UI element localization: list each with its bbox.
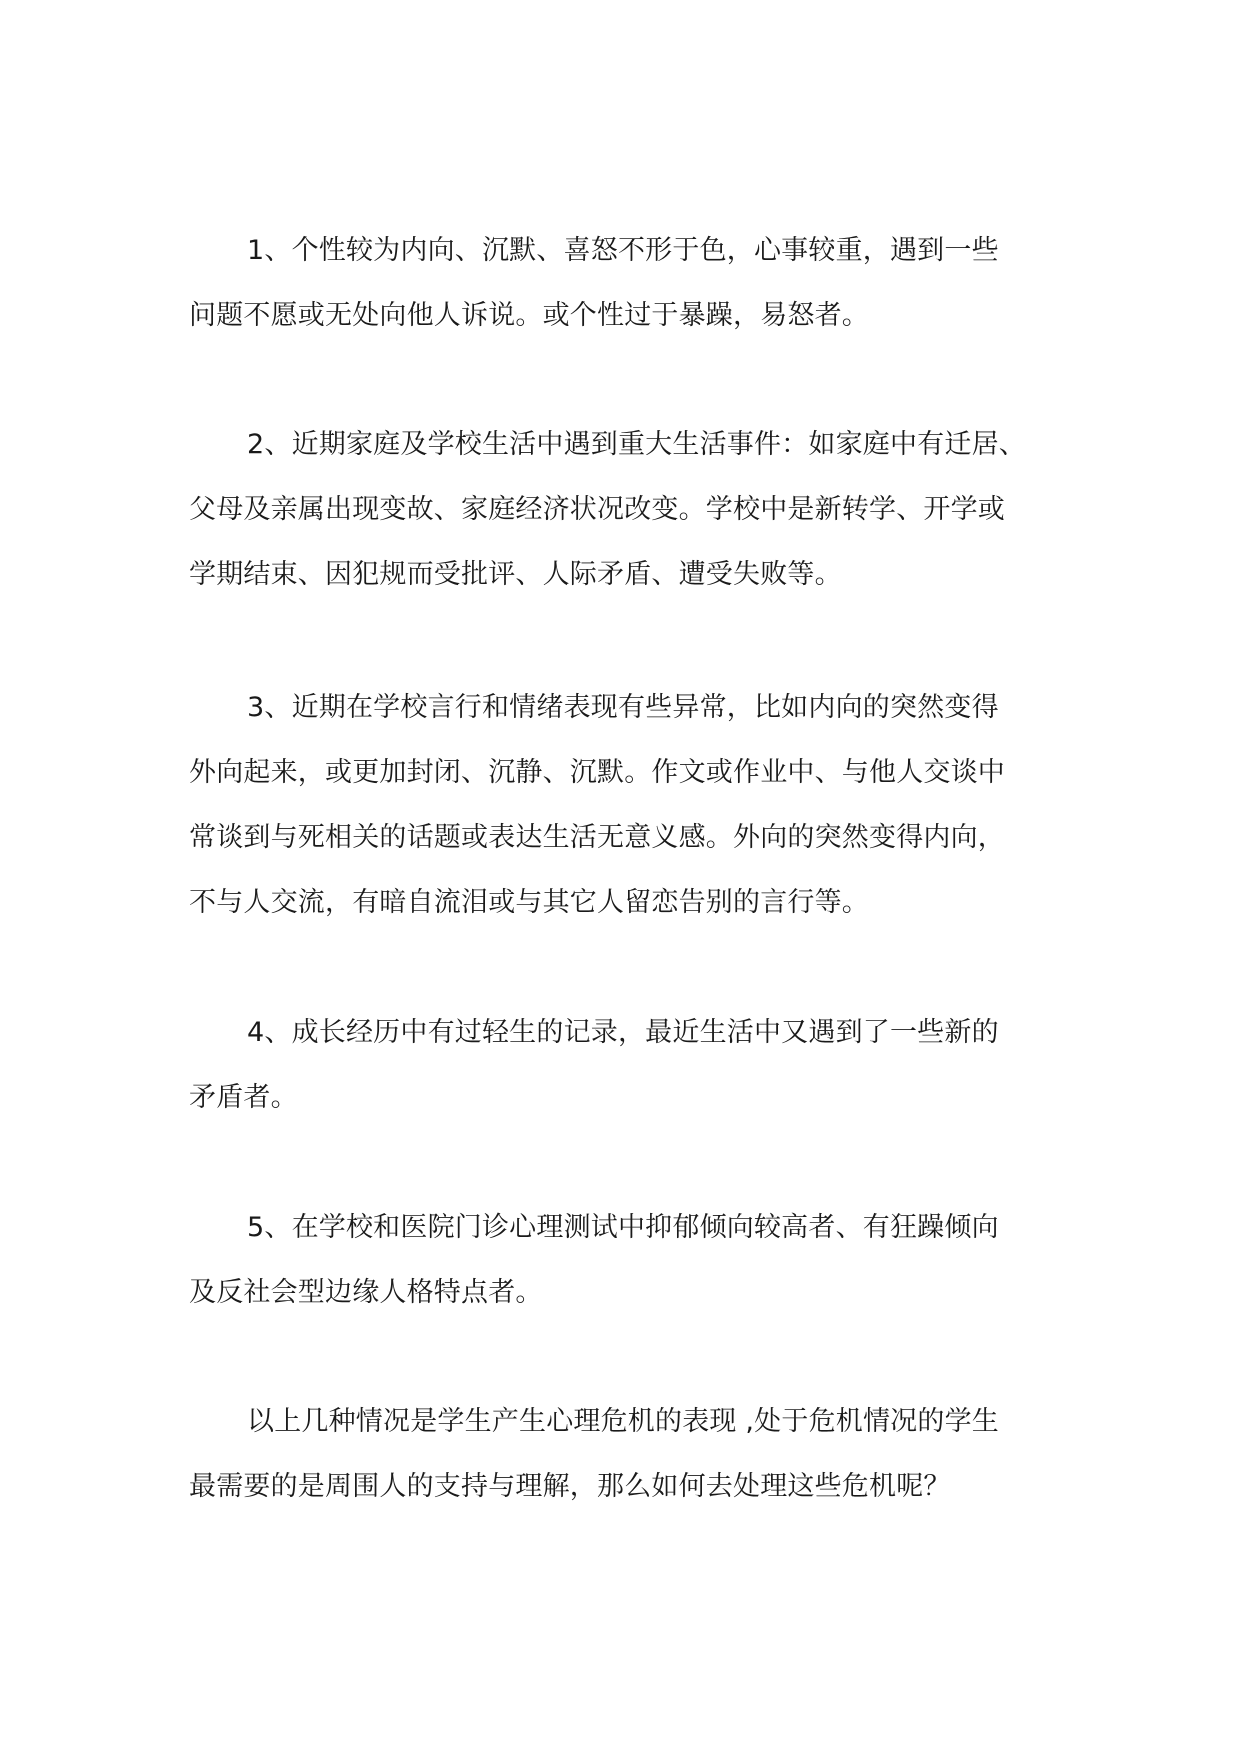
paragraph-2 [189,412,1069,607]
paragraph-line: 4、成长经历中有过轻生的记录，最近生活中又遇到了一些新的 [247,1017,999,1048]
paragraph-6 [189,1389,1069,1519]
paragraph-line: 父母及亲属出现变故、家庭经济状况改变。学校中是新转学、开学或 [189,494,1005,525]
paragraph-line: 5、在学校和医院门诊心理测试中抑郁倾向较高者、有狂躁倾向 [247,1212,999,1243]
paragraph-line: 1、个性较为内向、沉默、喜怒不形于色，心事较重，遇到一些 [247,235,999,266]
paragraph-4 [189,1000,1069,1130]
paragraph-line: 3、近期在学校言行和情绪表现有些异常，比如内向的突然变得 [247,692,999,723]
paragraph-line: 外向起来，或更加封闭、沉静、沉默。作文或作业中、与他人交谈中 [189,757,1005,788]
paragraph-5 [189,1195,1069,1325]
paragraph-line: 2、近期家庭及学校生活中遇到重大生活事件：如家庭中有迁居、 [247,429,1026,460]
paragraph-line: 及反社会型边缘人格特点者。 [189,1277,543,1308]
paragraph-3 [189,675,1069,935]
paragraph-line: 矛盾者。 [189,1082,298,1113]
paragraph-1 [189,218,1069,348]
paragraph-line: 学期结束、因犯规而受批评、人际矛盾、遭受失败等。 [189,559,842,590]
paragraph-line: 常谈到与死相关的话题或表达生活无意义感。外向的突然变得内向， [189,822,1005,853]
paragraph-line: 不与人交流，有暗自流泪或与其它人留恋告别的言行等。 [189,887,869,918]
paragraph-line: 以上几种情况是学生产生心理危机的表现 ,处于危机情况的学生 [247,1406,999,1437]
paragraph-line: 问题不愿或无处向他人诉说。或个性过于暴躁，易怒者。 [189,300,869,331]
paragraph-line: 最需要的是周围人的支持与理解，那么如何去处理这些危机呢？ [189,1471,951,1502]
